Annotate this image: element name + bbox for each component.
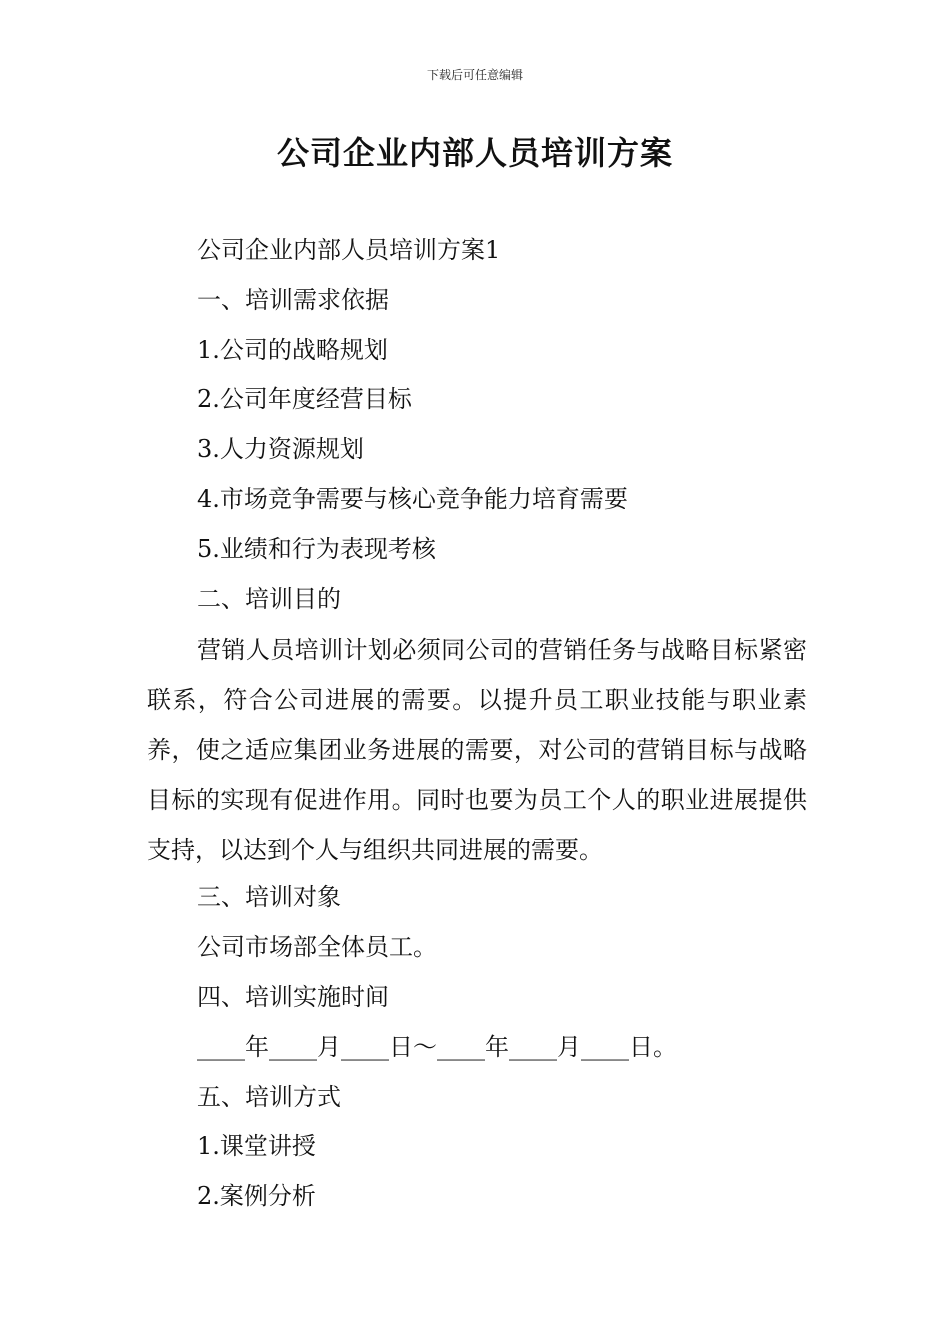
list-item: 1.课堂讲授 — [197, 1132, 316, 1161]
heading-training-needs: 一、培训需求依据 — [197, 285, 389, 314]
list-item: 5.业绩和行为表现考核 — [197, 534, 436, 563]
heading-training-time: 四、培训实施时间 — [197, 982, 389, 1011]
heading-training-purpose: 二、培训目的 — [197, 584, 341, 613]
date-range-blanks: ____年____月____日～____年____月____日。 — [197, 1032, 677, 1061]
list-item: 2.公司年度经营目标 — [197, 385, 412, 414]
document-body — [147, 228, 807, 1224]
list-item: 2.案例分析 — [197, 1182, 316, 1211]
list-item: 1.公司的战略规划 — [197, 335, 388, 364]
list-item: 3.人力资源规划 — [197, 435, 364, 464]
header-note: 下载后可任意编辑 — [426, 68, 523, 82]
heading-training-targets: 三、培训对象 — [197, 883, 341, 912]
targets-text: 公司市场部全体员工。 — [197, 933, 437, 962]
heading-training-methods: 五、培训方式 — [197, 1082, 341, 1111]
section-subtitle: 公司企业内部人员培训方案1 — [197, 236, 501, 264]
purpose-paragraph: 营销人员培训计划必须同公司的营销任务与战略目标紧密联系，符合公司进展的需要。以提升员工职业技能与职业素养，使之适应集团业务进展的需要，对公司的营销目标与战略目标的实现有促进作用。同时也要为员工个人的职业进展提供支持，以达到个人与组织共同进展的需要。 — [147, 636, 807, 864]
document-title: 公司企业内部人员培训方案 — [276, 134, 673, 172]
list-item: 4.市场竞争需要与核心竞争能力培育需要 — [197, 484, 628, 513]
